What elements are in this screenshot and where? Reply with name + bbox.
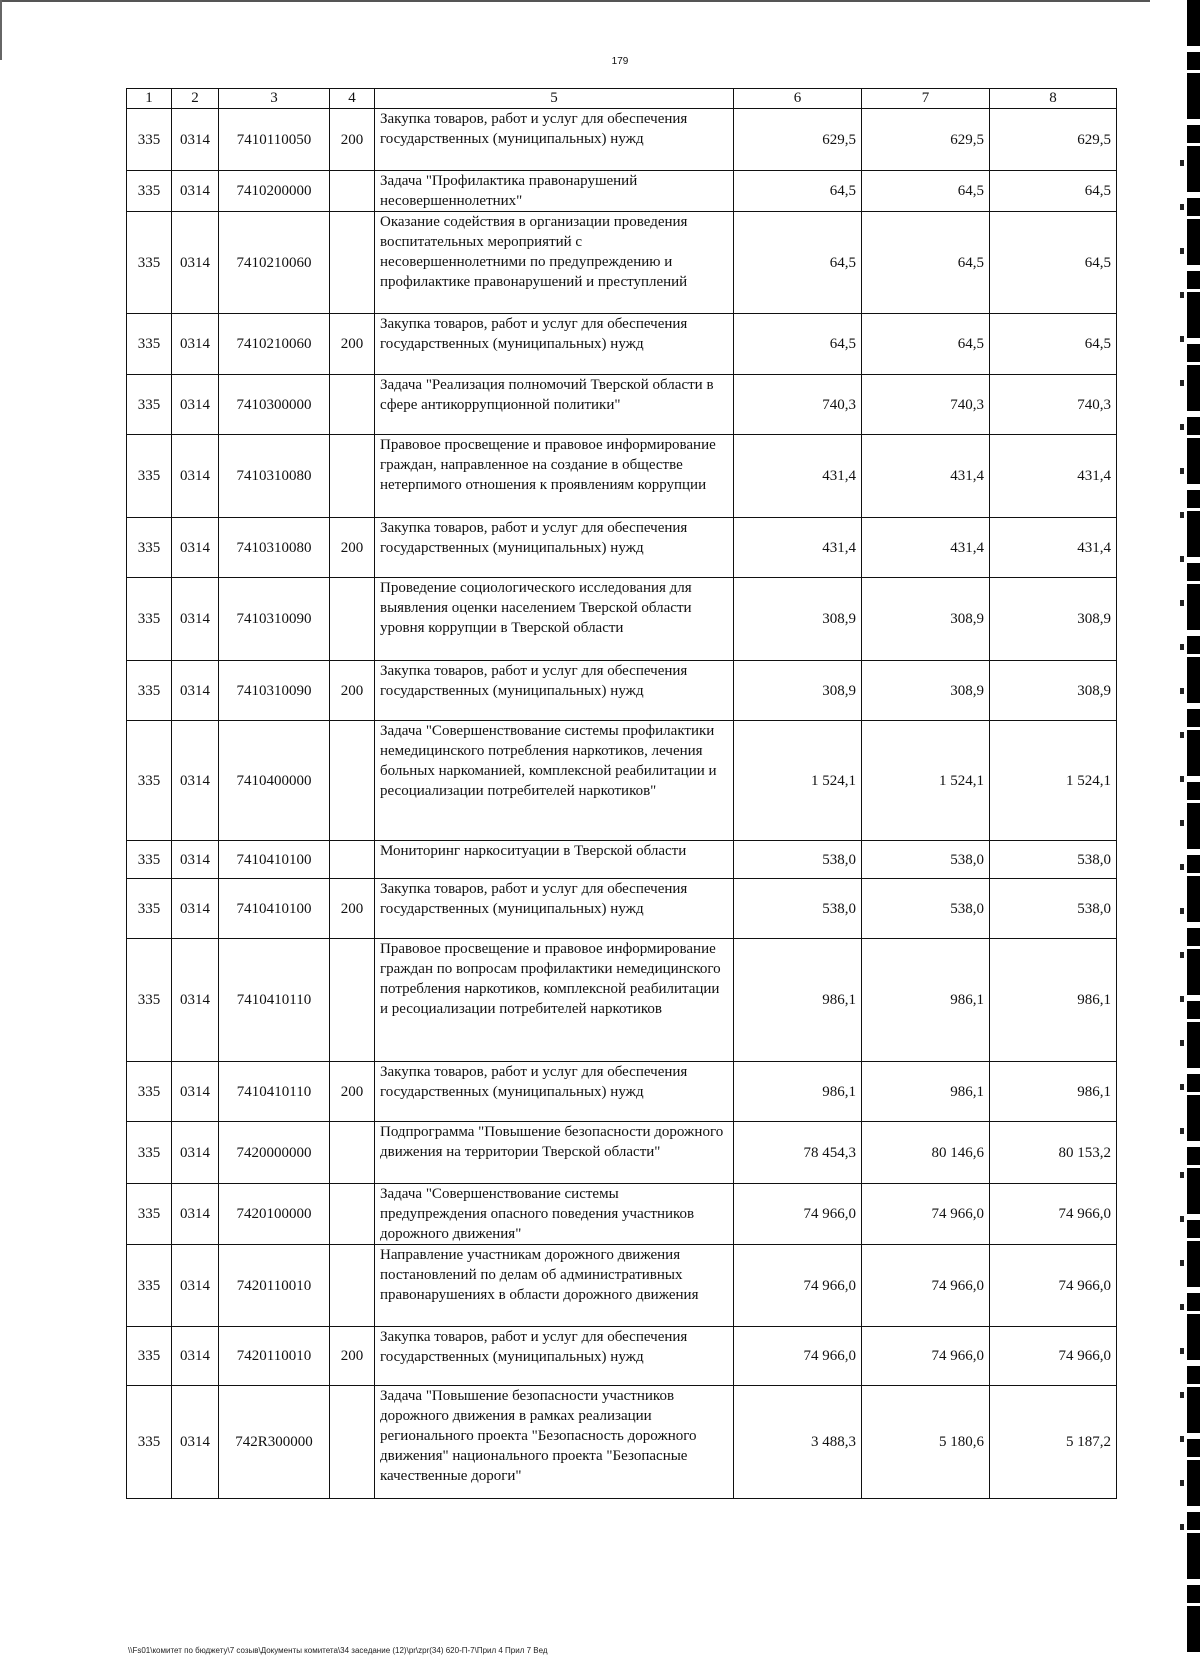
ministry-code-cell: 335	[127, 109, 172, 171]
amount-col6-cell: 538,0	[734, 841, 862, 879]
target-article-cell: 7410300000	[219, 375, 330, 435]
column-header: 8	[990, 89, 1117, 109]
amount-col8-cell: 74 966,0	[990, 1327, 1117, 1386]
table-row	[127, 212, 1117, 314]
column-header: 3	[219, 89, 330, 109]
expense-type-cell	[330, 212, 375, 314]
ministry-code-cell: 335	[127, 939, 172, 1062]
description-cell: Задача "Повышение безопасности участников дорожного движения в рамках реализации регионального проекта "Безопасность дорожного движения" национального проекта "Безопасные качественные дороги"	[375, 1386, 734, 1499]
column-header: 6	[734, 89, 862, 109]
table-row	[127, 109, 1117, 171]
amount-col8-cell: 431,4	[990, 518, 1117, 578]
amount-col8-cell: 1 524,1	[990, 721, 1117, 841]
amount-col8-cell: 431,4	[990, 435, 1117, 518]
amount-col6-cell: 74 966,0	[734, 1184, 862, 1245]
expense-type-cell	[330, 939, 375, 1062]
ministry-code-cell: 335	[127, 721, 172, 841]
amount-col7-cell: 74 966,0	[862, 1327, 990, 1386]
description-cell: Закупка товаров, работ и услуг для обеспечения государственных (муниципальных) нужд	[375, 109, 734, 171]
expense-type-cell	[330, 435, 375, 518]
amount-col6-cell: 308,9	[734, 578, 862, 661]
expense-type-cell	[330, 578, 375, 661]
table-row	[127, 578, 1117, 661]
description-cell: Закупка товаров, работ и услуг для обеспечения государственных (муниципальных) нужд	[375, 1062, 734, 1122]
amount-col8-cell: 64,5	[990, 171, 1117, 212]
table-row	[127, 1184, 1117, 1245]
amount-col7-cell: 431,4	[862, 435, 990, 518]
amount-col7-cell: 74 966,0	[862, 1245, 990, 1327]
target-article-cell: 7420000000	[219, 1122, 330, 1184]
table-row	[127, 375, 1117, 435]
table-body	[127, 109, 1117, 1499]
amount-col7-cell: 538,0	[862, 841, 990, 879]
description-cell: Мониторинг наркоситуации в Тверской области	[375, 841, 734, 879]
amount-col8-cell: 80 153,2	[990, 1122, 1117, 1184]
expense-type-cell: 200	[330, 661, 375, 721]
description-cell: Закупка товаров, работ и услуг для обеспечения государственных (муниципальных) нужд	[375, 1327, 734, 1386]
amount-col7-cell: 80 146,6	[862, 1122, 990, 1184]
table-row	[127, 171, 1117, 212]
expense-type-cell: 200	[330, 1062, 375, 1122]
description-cell: Правовое просвещение и правовое информирование граждан, направленное на создание в обществе нетерпимого отношения к проявлениям коррупции	[375, 435, 734, 518]
section-code-cell: 0314	[172, 939, 219, 1062]
section-code-cell: 0314	[172, 109, 219, 171]
table-row	[127, 1245, 1117, 1327]
amount-col8-cell: 308,9	[990, 578, 1117, 661]
expense-type-cell: 200	[330, 1327, 375, 1386]
expense-type-cell	[330, 171, 375, 212]
amount-col6-cell: 986,1	[734, 1062, 862, 1122]
ministry-code-cell: 335	[127, 879, 172, 939]
target-article-cell: 7410210060	[219, 314, 330, 375]
amount-col8-cell: 986,1	[990, 939, 1117, 1062]
target-article-cell: 7420110010	[219, 1327, 330, 1386]
section-code-cell: 0314	[172, 314, 219, 375]
amount-col7-cell: 740,3	[862, 375, 990, 435]
section-code-cell: 0314	[172, 1122, 219, 1184]
description-cell: Закупка товаров, работ и услуг для обеспечения государственных (муниципальных) нужд	[375, 879, 734, 939]
amount-col6-cell: 538,0	[734, 879, 862, 939]
amount-col7-cell: 308,9	[862, 578, 990, 661]
target-article-cell: 7410310080	[219, 518, 330, 578]
amount-col8-cell: 629,5	[990, 109, 1117, 171]
amount-col8-cell: 5 187,2	[990, 1386, 1117, 1499]
target-article-cell: 742R300000	[219, 1386, 330, 1499]
amount-col6-cell: 431,4	[734, 435, 862, 518]
ministry-code-cell: 335	[127, 1245, 172, 1327]
description-cell: Закупка товаров, работ и услуг для обеспечения государственных (муниципальных) нужд	[375, 518, 734, 578]
section-code-cell: 0314	[172, 578, 219, 661]
ministry-code-cell: 335	[127, 841, 172, 879]
column-header: 2	[172, 89, 219, 109]
table-row	[127, 1327, 1117, 1386]
ministry-code-cell: 335	[127, 661, 172, 721]
amount-col7-cell: 431,4	[862, 518, 990, 578]
amount-col6-cell: 3 488,3	[734, 1386, 862, 1499]
description-cell: Закупка товаров, работ и услуг для обеспечения государственных (муниципальных) нужд	[375, 661, 734, 721]
description-cell: Задача "Совершенствование системы предупреждения опасного поведения участников дорожного движения"	[375, 1184, 734, 1245]
column-header: 1	[127, 89, 172, 109]
amount-col7-cell: 64,5	[862, 212, 990, 314]
section-code-cell: 0314	[172, 1327, 219, 1386]
description-cell: Оказание содействия в организации проведения воспитательных мероприятий с несовершеннолетними по предупреждению и профилактике правонарушений и преступлений	[375, 212, 734, 314]
section-code-cell: 0314	[172, 518, 219, 578]
section-code-cell: 0314	[172, 171, 219, 212]
section-code-cell: 0314	[172, 435, 219, 518]
target-article-cell: 7410410110	[219, 939, 330, 1062]
target-article-cell: 7410410110	[219, 1062, 330, 1122]
description-cell: Задача "Профилактика правонарушений несовершеннолетних"	[375, 171, 734, 212]
scan-left-edge	[0, 0, 2, 60]
ministry-code-cell: 335	[127, 314, 172, 375]
ministry-code-cell: 335	[127, 171, 172, 212]
amount-col6-cell: 629,5	[734, 109, 862, 171]
target-article-cell: 7410110050	[219, 109, 330, 171]
amount-col7-cell: 986,1	[862, 1062, 990, 1122]
section-code-cell: 0314	[172, 1386, 219, 1499]
description-cell: Закупка товаров, работ и услуг для обеспечения государственных (муниципальных) нужд	[375, 314, 734, 375]
table-row	[127, 1386, 1117, 1499]
amount-col7-cell: 629,5	[862, 109, 990, 171]
ministry-code-cell: 335	[127, 1386, 172, 1499]
expense-type-cell	[330, 1245, 375, 1327]
table-row	[127, 518, 1117, 578]
ministry-code-cell: 335	[127, 578, 172, 661]
description-cell: Направление участникам дорожного движения постановлений по делам об административных правонарушениях в области дорожного движения	[375, 1245, 734, 1327]
footer-file-path: \\Fs01\комитет по бюджету\7 созыв\Документы комитета\34 заседание (12)\pr\zpr(34) 620-П-7\Прил 4 Прил 7 Вед	[128, 1646, 548, 1655]
target-article-cell: 7420100000	[219, 1184, 330, 1245]
ministry-code-cell: 335	[127, 435, 172, 518]
table-row	[127, 879, 1117, 939]
scan-top-edge	[0, 0, 1150, 2]
expense-type-cell: 200	[330, 518, 375, 578]
ministry-code-cell: 335	[127, 1122, 172, 1184]
column-numbers-row	[127, 89, 1117, 109]
amount-col6-cell: 986,1	[734, 939, 862, 1062]
amount-col8-cell: 740,3	[990, 375, 1117, 435]
amount-col7-cell: 538,0	[862, 879, 990, 939]
budget-table	[126, 88, 1117, 1499]
table-row	[127, 661, 1117, 721]
amount-col8-cell: 64,5	[990, 314, 1117, 375]
column-header: 5	[375, 89, 734, 109]
table-row	[127, 1062, 1117, 1122]
target-article-cell: 7410400000	[219, 721, 330, 841]
ministry-code-cell: 335	[127, 1062, 172, 1122]
ministry-code-cell: 335	[127, 212, 172, 314]
section-code-cell: 0314	[172, 212, 219, 314]
description-cell: Проведение социологического исследования для выявления оценки населением Тверской области уровня коррупции в Тверской области	[375, 578, 734, 661]
description-cell: Подпрограмма "Повышение безопасности дорожного движения на территории Тверской области"	[375, 1122, 734, 1184]
target-article-cell: 7410200000	[219, 171, 330, 212]
scan-right-edge	[1187, 0, 1200, 1658]
ministry-code-cell: 335	[127, 1184, 172, 1245]
expense-type-cell	[330, 375, 375, 435]
amount-col7-cell: 1 524,1	[862, 721, 990, 841]
amount-col7-cell: 308,9	[862, 661, 990, 721]
amount-col7-cell: 64,5	[862, 314, 990, 375]
page-number: 179	[611, 56, 629, 67]
section-code-cell: 0314	[172, 375, 219, 435]
amount-col6-cell: 64,5	[734, 314, 862, 375]
table-row	[127, 721, 1117, 841]
description-cell: Задача "Совершенствование системы профилактики немедицинского потребления наркотиков, лечения больных наркоманией, комплексной реабилитации и ресоциализации потребителей наркотиков"	[375, 721, 734, 841]
amount-col6-cell: 431,4	[734, 518, 862, 578]
amount-col6-cell: 74 966,0	[734, 1327, 862, 1386]
amount-col7-cell: 64,5	[862, 171, 990, 212]
amount-col7-cell: 5 180,6	[862, 1386, 990, 1499]
section-code-cell: 0314	[172, 841, 219, 879]
column-header: 7	[862, 89, 990, 109]
ministry-code-cell: 335	[127, 518, 172, 578]
amount-col8-cell: 538,0	[990, 879, 1117, 939]
expense-type-cell	[330, 1184, 375, 1245]
amount-col8-cell: 74 966,0	[990, 1245, 1117, 1327]
section-code-cell: 0314	[172, 1184, 219, 1245]
expense-type-cell	[330, 1122, 375, 1184]
expense-type-cell: 200	[330, 879, 375, 939]
description-cell: Правовое просвещение и правовое информирование граждан по вопросам профилактики немедицинского потребления наркотиков, комплексной реабилитации и ресоциализации потребителей наркотиков	[375, 939, 734, 1062]
target-article-cell: 7410210060	[219, 212, 330, 314]
section-code-cell: 0314	[172, 879, 219, 939]
section-code-cell: 0314	[172, 661, 219, 721]
amount-col7-cell: 74 966,0	[862, 1184, 990, 1245]
target-article-cell: 7410310080	[219, 435, 330, 518]
amount-col8-cell: 64,5	[990, 212, 1117, 314]
table-row	[127, 1122, 1117, 1184]
table-row	[127, 841, 1117, 879]
amount-col6-cell: 308,9	[734, 661, 862, 721]
expense-type-cell	[330, 841, 375, 879]
amount-col6-cell: 64,5	[734, 212, 862, 314]
section-code-cell: 0314	[172, 1062, 219, 1122]
target-article-cell: 7410410100	[219, 879, 330, 939]
target-article-cell: 7420110010	[219, 1245, 330, 1327]
expense-type-cell	[330, 1386, 375, 1499]
expense-type-cell: 200	[330, 314, 375, 375]
amount-col8-cell: 308,9	[990, 661, 1117, 721]
ministry-code-cell: 335	[127, 375, 172, 435]
description-cell: Задача "Реализация полномочий Тверской области в сфере антикоррупционной политики"	[375, 375, 734, 435]
target-article-cell: 7410310090	[219, 578, 330, 661]
table-row	[127, 939, 1117, 1062]
amount-col8-cell: 74 966,0	[990, 1184, 1117, 1245]
scan-right-marks	[1180, 160, 1184, 1560]
table-row	[127, 435, 1117, 518]
expense-type-cell	[330, 721, 375, 841]
target-article-cell: 7410310090	[219, 661, 330, 721]
section-code-cell: 0314	[172, 1245, 219, 1327]
amount-col6-cell: 78 454,3	[734, 1122, 862, 1184]
amount-col6-cell: 740,3	[734, 375, 862, 435]
column-header: 4	[330, 89, 375, 109]
ministry-code-cell: 335	[127, 1327, 172, 1386]
expense-type-cell: 200	[330, 109, 375, 171]
amount-col6-cell: 74 966,0	[734, 1245, 862, 1327]
amount-col7-cell: 986,1	[862, 939, 990, 1062]
table-header	[127, 89, 1117, 109]
amount-col6-cell: 64,5	[734, 171, 862, 212]
amount-col8-cell: 538,0	[990, 841, 1117, 879]
section-code-cell: 0314	[172, 721, 219, 841]
amount-col6-cell: 1 524,1	[734, 721, 862, 841]
amount-col8-cell: 986,1	[990, 1062, 1117, 1122]
table-row	[127, 314, 1117, 375]
target-article-cell: 7410410100	[219, 841, 330, 879]
